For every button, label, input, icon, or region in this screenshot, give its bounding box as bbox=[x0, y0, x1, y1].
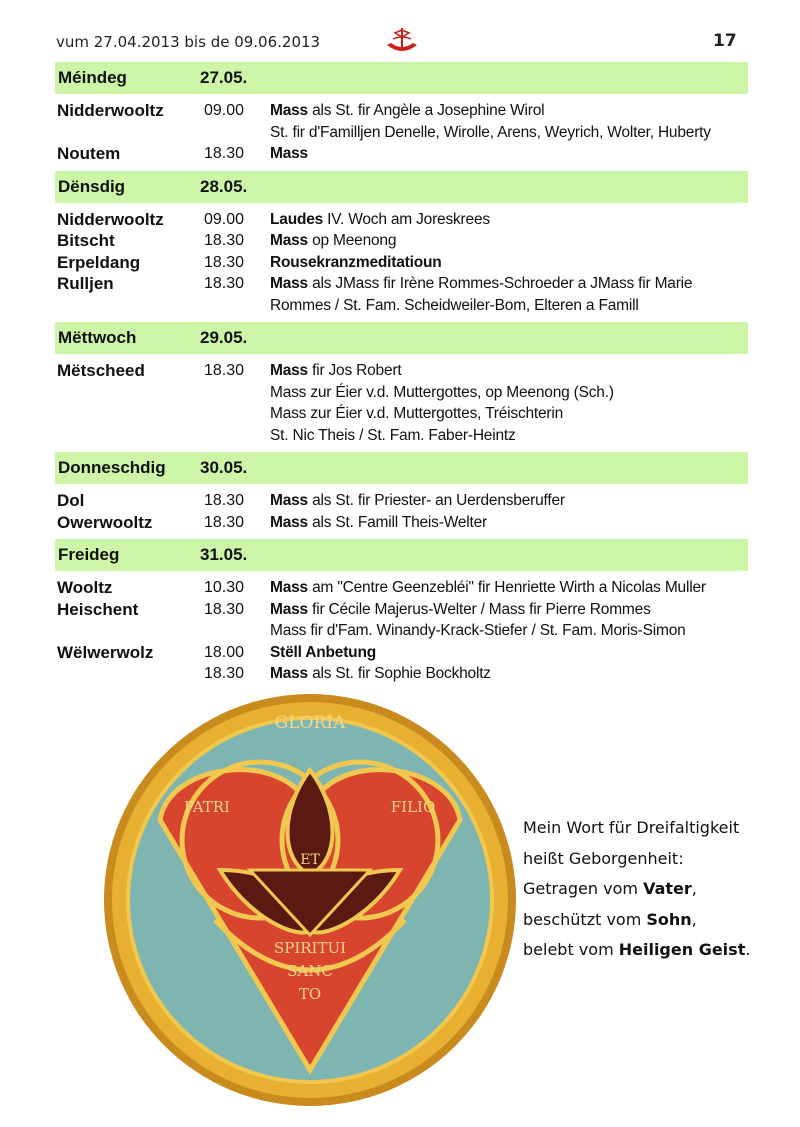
row-time: 18.30 bbox=[204, 145, 245, 162]
schedule-row bbox=[55, 122, 748, 144]
emblem-bottom-line1: SPIRITUI bbox=[273, 939, 347, 957]
row-description: Mass op Meenong bbox=[270, 232, 397, 249]
row-place: Wooltz bbox=[57, 578, 113, 597]
row-description: St. Nic Theis / St. Fam. Faber-Heintz bbox=[270, 426, 516, 444]
schedule-row bbox=[55, 100, 748, 122]
day-header bbox=[55, 539, 748, 571]
row-place: Noutem bbox=[57, 144, 121, 163]
row-description: Mass als JMass fir Irène Rommes-Schroeder a JMass fir Marie bbox=[270, 275, 693, 292]
schedule-row bbox=[55, 599, 748, 621]
row-time: 09.00 bbox=[204, 102, 245, 119]
emblem-bottom-line2: SANC bbox=[287, 962, 333, 980]
schedule-row bbox=[55, 620, 748, 642]
row-place: Rulljen bbox=[57, 274, 114, 293]
quote-line-4: beschützt vom Sohn, bbox=[523, 909, 697, 929]
day-date: 31.05. bbox=[200, 545, 248, 564]
schedule-row bbox=[55, 252, 748, 274]
quote-line-3: Getragen vom Vater, bbox=[523, 879, 697, 898]
row-place: Wëlwerwolz bbox=[57, 642, 154, 662]
header-date-range: vum 27.04.2013 bis de 09.06.2013 bbox=[56, 33, 321, 51]
emblem-center-word: ET bbox=[300, 852, 320, 868]
row-time: 10.30 bbox=[204, 579, 245, 596]
parish-logo-icon bbox=[383, 25, 421, 59]
schedule-row bbox=[55, 663, 748, 685]
emblem-bottom-line3: TO bbox=[298, 985, 322, 1003]
row-place: Owerwooltz bbox=[57, 512, 153, 532]
row-description: Mass als St. Famill Theis-Welter bbox=[270, 513, 487, 531]
row-place: Nidderwooltz bbox=[57, 101, 164, 120]
row-time: 18.00 bbox=[204, 643, 245, 661]
row-description: Mass als St. fir Angèle a Josephine Wirol bbox=[270, 102, 545, 119]
day-name: Freideg bbox=[58, 545, 120, 564]
schedule-row bbox=[55, 273, 748, 295]
row-time: 18.30 bbox=[204, 600, 245, 618]
row-place: Erpeldang bbox=[57, 252, 141, 272]
schedule-row bbox=[55, 295, 748, 317]
emblem-top-word: GLORIA bbox=[274, 713, 346, 733]
day-entries bbox=[55, 571, 748, 691]
quote-line-1: Mein Wort für Dreifaltigkeit bbox=[523, 818, 740, 837]
row-place: Dol bbox=[57, 491, 85, 510]
row-description: St. fir d'Familljen Denelle, Wirolle, Arens, Weyrich, Wolter, Huberty bbox=[270, 123, 711, 141]
day-header bbox=[55, 452, 748, 484]
row-time: 09.00 bbox=[204, 210, 245, 228]
day-entries bbox=[55, 354, 748, 452]
quote-line-5: belebt vom Heiligen Geist. bbox=[523, 940, 751, 959]
row-description: Rousekranzmeditatioun bbox=[270, 253, 442, 271]
row-time: 18.30 bbox=[204, 492, 245, 509]
emblem-right-word: FILIO bbox=[390, 798, 436, 816]
schedule-row bbox=[55, 425, 748, 447]
schedule-row bbox=[55, 512, 748, 534]
trinity-emblem bbox=[100, 690, 520, 1110]
row-time: 18.30 bbox=[204, 362, 245, 379]
row-place: Bitscht bbox=[57, 231, 115, 250]
row-time: 18.30 bbox=[204, 275, 245, 292]
day-date: 27.05. bbox=[200, 68, 248, 87]
row-time: 18.30 bbox=[204, 253, 245, 271]
day-header bbox=[55, 62, 748, 94]
row-place: Heischent bbox=[57, 599, 139, 619]
schedule-row bbox=[55, 209, 748, 231]
row-description: Mass zur Éier v.d. Muttergottes, op Meenong (Sch.) bbox=[270, 383, 614, 401]
quote-line-2: heißt Geborgenheit: bbox=[523, 848, 684, 868]
trinity-quote bbox=[523, 813, 750, 966]
day-header bbox=[55, 171, 748, 203]
row-time: 18.30 bbox=[204, 665, 245, 682]
row-description: Mass bbox=[270, 145, 308, 162]
day-name: Mëttwoch bbox=[58, 328, 137, 347]
row-time: 18.30 bbox=[204, 232, 245, 249]
schedule-row bbox=[55, 143, 748, 165]
day-entries bbox=[55, 203, 748, 323]
mass-schedule bbox=[55, 62, 748, 691]
day-date: 29.05. bbox=[200, 328, 248, 347]
day-date: 28.05. bbox=[200, 176, 248, 196]
row-description: Mass fir Cécile Majerus-Welter / Mass fir Pierre Rommes bbox=[270, 600, 651, 618]
day-name: Donneschdig bbox=[58, 458, 166, 477]
row-place: Mëtscheed bbox=[57, 361, 145, 380]
row-description: Mass zur Éier v.d. Muttergottes, Tréischterin bbox=[270, 405, 564, 422]
day-header bbox=[55, 322, 748, 354]
row-description: Rommes / St. Fam. Scheidweiler-Bom, Elteren a Famill bbox=[270, 296, 639, 314]
schedule-row bbox=[55, 490, 748, 512]
row-description: Mass fir Jos Robert bbox=[270, 362, 402, 379]
row-description: Laudes IV. Woch am Joreskrees bbox=[270, 210, 490, 228]
schedule-row bbox=[55, 230, 748, 252]
row-description: Mass am "Centre Geenzebléi" fir Henriette Wirth a Nicolas Muller bbox=[270, 579, 706, 596]
schedule-row bbox=[55, 577, 748, 599]
day-entries bbox=[55, 94, 748, 171]
row-description: Stëll Anbetung bbox=[270, 643, 376, 661]
schedule-row bbox=[55, 642, 748, 664]
day-name: Dënsdig bbox=[58, 176, 126, 196]
page-number: 17 bbox=[713, 31, 737, 51]
row-time: 18.30 bbox=[204, 513, 245, 531]
row-description: Mass als St. fir Sophie Bockholtz bbox=[270, 665, 491, 682]
schedule-row bbox=[55, 360, 748, 382]
row-description: Mass als St. fir Priester- an Uerdensberuffer bbox=[270, 492, 565, 509]
day-date: 30.05. bbox=[200, 458, 248, 477]
row-place: Nidderwooltz bbox=[57, 209, 164, 229]
day-name: Méindeg bbox=[58, 68, 127, 87]
row-description: Mass fir d'Fam. Winandy-Krack-Stiefer / St. Fam. Moris-Simon bbox=[270, 622, 686, 639]
emblem-left-word: PATRI bbox=[184, 798, 230, 816]
schedule-row bbox=[55, 403, 748, 425]
day-entries bbox=[55, 484, 748, 539]
schedule-row bbox=[55, 382, 748, 404]
